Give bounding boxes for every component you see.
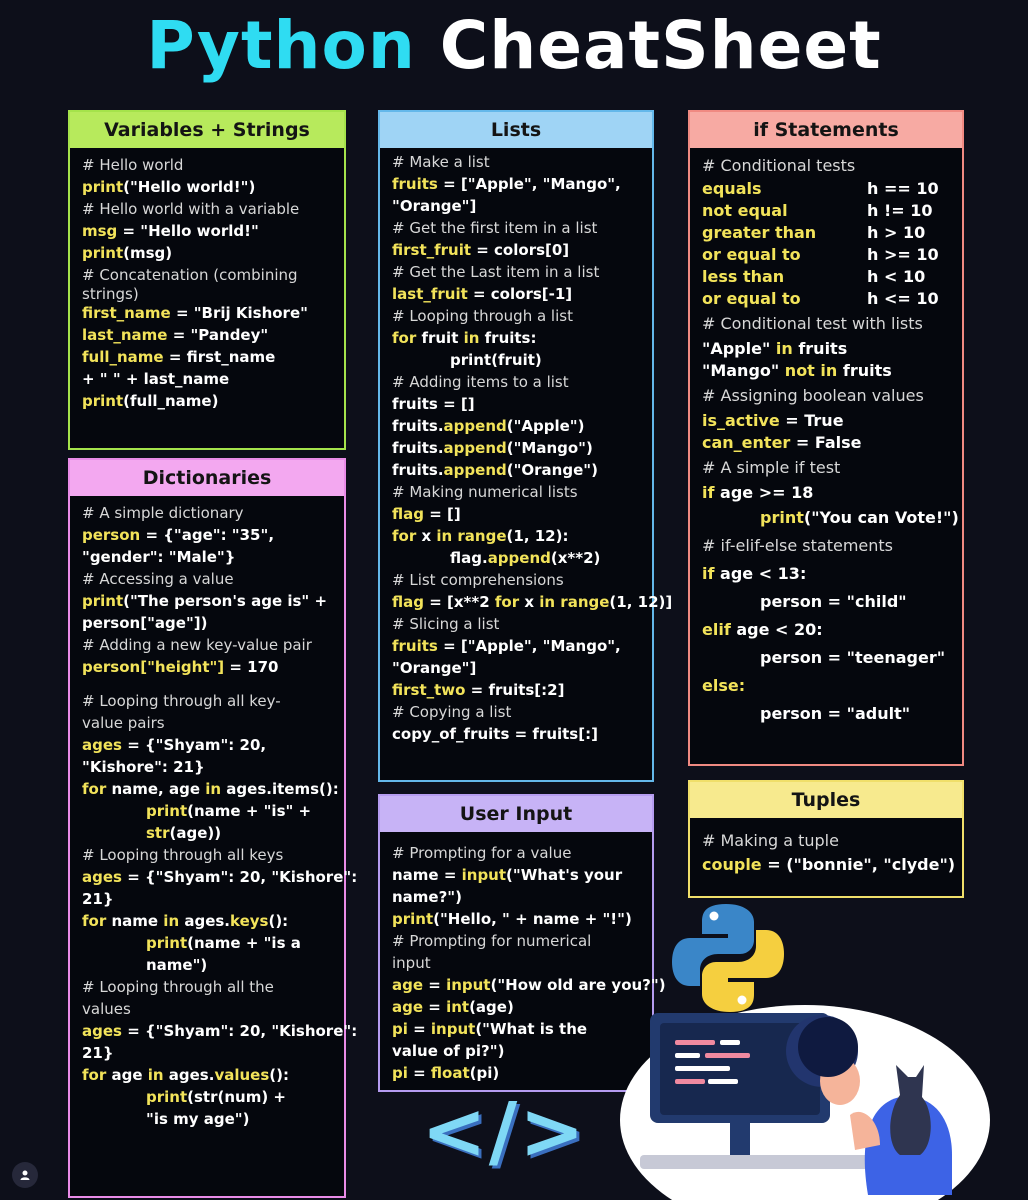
code-comment: value pairs <box>82 714 165 732</box>
code-comment: # Looping through all key- <box>82 692 281 710</box>
code-text: = colors[-1] <box>467 285 573 303</box>
code-keyword: person <box>82 526 141 544</box>
code-keyword: first_fruit <box>392 241 472 259</box>
code-text: = {"age": "35", <box>140 526 275 544</box>
code-text: = [] <box>423 505 461 523</box>
dictionaries-card <box>68 458 358 1198</box>
code-keyword: float <box>430 1064 470 1082</box>
code-keyword: input <box>430 1020 476 1038</box>
code-text: (fruit) <box>491 351 542 369</box>
code-keyword: person <box>82 658 141 676</box>
code-text: ("Orange") <box>506 461 598 479</box>
code-keyword: pi <box>392 1064 408 1082</box>
code-keyword: couple <box>702 855 762 874</box>
code-comment: # if-elif-else statements <box>702 536 893 555</box>
code-text: "Orange"] <box>392 659 477 677</box>
cond-value: h < 10 <box>867 267 926 286</box>
code-text: age < 13: <box>714 564 807 583</box>
code-keyword: input <box>446 976 491 994</box>
code-text: ("Hello, " + name + "!") <box>433 910 632 928</box>
code-text: name, age <box>106 780 206 798</box>
code-keyword: values <box>214 1066 270 1084</box>
cond-value: h > 10 <box>867 223 926 242</box>
code-text: "Orange"] <box>392 197 477 215</box>
code-text: "gender": "Male"} <box>82 548 236 566</box>
code-text: name") <box>146 956 208 974</box>
code-keyword: print <box>392 910 434 928</box>
code-comment: # Concatenation (combining <box>82 266 298 284</box>
code-text: (1, 12)] <box>609 593 673 611</box>
code-text: = {"Shyam": 20, <box>121 736 267 754</box>
code-comment: # Copying a list <box>392 703 512 721</box>
code-comment: # Making a tuple <box>702 831 839 850</box>
code-keyword: keys <box>230 912 269 930</box>
code-text: (full_name) <box>123 392 219 410</box>
card-body <box>690 818 962 880</box>
code-text: ("Apple") <box>506 417 585 435</box>
code-keyword: in <box>539 593 556 611</box>
code-comment: # Looping through a list <box>392 307 573 325</box>
code-comment: # Conditional tests <box>702 156 856 175</box>
code-text: ["age"]) <box>140 614 208 632</box>
code-text: person = "adult" <box>760 704 911 723</box>
spacer <box>82 678 334 690</box>
code-keyword: last_fruit <box>392 285 468 303</box>
code-comment: # Get the first item in a list <box>392 219 598 237</box>
code-text: ages.items(): <box>221 780 339 798</box>
code-keyword: ages <box>82 1022 122 1040</box>
code-text: (x**2) <box>550 549 601 567</box>
code-comment: # List comprehensions <box>392 571 564 589</box>
lists-card <box>378 110 673 782</box>
cond-value: h <= 10 <box>867 289 939 308</box>
code-text: 21} <box>82 890 114 908</box>
code-text: = first_name <box>163 348 276 366</box>
code-keyword: first_name <box>82 304 171 322</box>
code-keyword: in <box>463 329 480 347</box>
code-keyword: elif <box>702 620 731 639</box>
code-text: ages. <box>163 1066 215 1084</box>
code-keyword: age <box>392 998 424 1016</box>
code-keyword: age <box>392 976 424 994</box>
code-keyword: for <box>82 780 107 798</box>
cond-row <box>702 266 952 288</box>
code-text: = [] <box>437 395 475 413</box>
code-text: = <box>407 1064 431 1082</box>
code-text: "Apple" <box>702 339 776 358</box>
code-text: 21} <box>82 1044 114 1062</box>
code-text: "Mango" <box>702 361 785 380</box>
code-comment: # Adding a new key-value pair <box>82 636 312 654</box>
code-comment: # Looping through all keys <box>82 846 284 864</box>
avatar[interactable] <box>12 1162 38 1188</box>
code-comment: # Slicing a list <box>392 615 500 633</box>
code-text: fruits. <box>392 417 444 435</box>
code-keyword: int <box>446 998 470 1016</box>
cond-row <box>702 244 952 266</box>
code-text: (name + "is a <box>187 934 301 952</box>
code-comment: # Hello world <box>82 156 184 174</box>
code-text: age <box>106 1066 148 1084</box>
code-text: fruits <box>392 395 438 413</box>
code-comment: # Making numerical lists <box>392 483 578 501</box>
card-body <box>70 496 358 1134</box>
code-keyword: if <box>702 483 715 502</box>
card-heading: Tuples <box>690 782 962 818</box>
variables-strings-card <box>68 110 346 450</box>
code-keyword: else: <box>702 676 746 695</box>
code-comment: # Accessing a value <box>82 570 234 588</box>
code-keyword: fruits <box>392 175 438 193</box>
code-keyword: print <box>146 802 188 820</box>
card-body <box>690 148 962 732</box>
code-text: copy_of_fruits = fruits[:] <box>392 725 598 743</box>
code-keyword: flag <box>392 593 424 611</box>
code-keyword: pi <box>392 1020 408 1038</box>
code-text: = {"Shyam": 20, "Kishore": <box>121 868 358 886</box>
code-text: person = "child" <box>760 592 907 611</box>
code-keyword: range <box>555 593 610 611</box>
code-text: (1, 12): <box>506 527 569 545</box>
cond-value: h >= 10 <box>867 245 939 264</box>
code-text: ("What is the <box>475 1020 588 1038</box>
code-comment: # Looping through all the <box>82 978 274 996</box>
code-text: "is my age") <box>146 1110 250 1128</box>
cond-row <box>702 200 952 222</box>
code-text: (age) <box>469 998 514 1016</box>
cond-label: not equal <box>702 201 788 220</box>
code-keyword: for <box>82 1066 107 1084</box>
card-heading: Lists <box>380 112 652 148</box>
tuples-card <box>688 780 964 898</box>
code-keyword: msg <box>82 222 118 240</box>
code-text: "Kishore": 21} <box>82 758 205 776</box>
code-keyword: first_two <box>392 681 466 699</box>
code-keyword: not in <box>784 361 838 380</box>
code-comment: # Make a list <box>392 153 490 171</box>
code-text: (pi) <box>469 1064 500 1082</box>
code-text: (msg) <box>123 244 173 262</box>
code-keyword: print <box>760 508 804 527</box>
code-text: ("You can Vote!") <box>803 508 959 527</box>
code-text: person <box>82 614 141 632</box>
code-text: name?") <box>392 888 462 906</box>
code-keyword: fruits <box>392 637 438 655</box>
card-heading: if Statements <box>690 112 962 148</box>
code-comment: # A simple dictionary <box>82 504 244 522</box>
card-heading: Variables + Strings <box>70 112 344 148</box>
code-comment: values <box>82 1000 131 1018</box>
code-text: (): <box>268 912 289 930</box>
code-keyword: flag <box>392 505 424 523</box>
code-comment: # Hello world with a variable <box>82 200 300 218</box>
code-text: fruits <box>837 361 892 380</box>
code-keyword: for <box>392 527 417 545</box>
if-statements-card <box>688 110 964 766</box>
code-text: ("How old are you?") <box>490 976 666 994</box>
code-text: x <box>519 593 540 611</box>
code-text: = colors[0] <box>471 241 570 259</box>
code-comment: # Get the Last item in a list <box>392 263 600 281</box>
code-keyword: for <box>392 329 417 347</box>
code-text: ("Mango") <box>506 439 593 457</box>
code-keyword: print <box>146 934 188 952</box>
code-keyword: ["height"] <box>140 658 225 676</box>
cond-row <box>702 222 952 244</box>
cond-label: or equal to <box>702 245 801 264</box>
code-text: = ["Apple", "Mango", <box>437 175 621 193</box>
code-keyword: print <box>82 592 124 610</box>
code-text: ages. <box>179 912 231 930</box>
title-python: Python <box>146 7 416 84</box>
page-title <box>0 8 1028 84</box>
code-comment: # Assigning boolean values <box>702 386 924 405</box>
code-keyword: if <box>702 564 715 583</box>
code-text: = fruits[:2] <box>465 681 565 699</box>
code-keyword: append <box>443 439 507 457</box>
user-icon <box>19 1169 31 1181</box>
cond-value: h != 10 <box>867 201 933 220</box>
cond-label: equals <box>702 179 762 198</box>
code-keyword: is_active <box>702 411 780 430</box>
code-text: value of pi?") <box>392 1042 505 1060</box>
code-text: name <box>392 866 439 884</box>
code-text: (age)) <box>169 824 222 842</box>
code-text: = {"Shyam": 20, "Kishore": <box>121 1022 358 1040</box>
developer-illustration <box>600 985 990 1200</box>
title-cheatsheet: CheatSheet <box>439 7 882 84</box>
code-text: fruits. <box>392 461 444 479</box>
code-text: fruit <box>416 329 464 347</box>
code-keyword: ages <box>82 868 122 886</box>
code-keyword: full_name <box>82 348 164 366</box>
code-text: ("The person's age is" + <box>123 592 328 610</box>
code-keyword: in <box>163 912 180 930</box>
code-comment: input <box>392 954 431 972</box>
code-tag-icon: </> <box>421 1087 587 1177</box>
code-comment: strings) <box>82 285 139 303</box>
code-keyword: input <box>461 866 507 884</box>
code-text: = [x**2 <box>423 593 495 611</box>
card-body <box>380 148 673 749</box>
cond-label: greater than <box>702 223 817 242</box>
code-keyword: print <box>146 1088 188 1106</box>
code-keyword: in <box>147 1066 164 1084</box>
code-text: = <box>423 976 447 994</box>
code-keyword: print <box>82 244 124 262</box>
code-keyword: in <box>436 527 453 545</box>
code-text: = "Hello world!" <box>117 222 259 240</box>
code-comment: # A simple if test <box>702 458 841 477</box>
code-keyword: for <box>82 912 107 930</box>
code-text: = <box>438 866 462 884</box>
code-text: = True <box>779 411 844 430</box>
code-text: = ("bonnie", "clyde") <box>761 855 956 874</box>
code-text: age < 20: <box>730 620 823 639</box>
code-keyword: print <box>82 392 124 410</box>
code-keyword: str <box>146 824 170 842</box>
cond-label: or equal to <box>702 289 801 308</box>
code-text: (str(num) + <box>187 1088 286 1106</box>
code-text: person = "teenager" <box>760 648 946 667</box>
code-text: print <box>450 351 492 369</box>
code-text: = "Pandey" <box>167 326 269 344</box>
code-keyword: append <box>443 417 507 435</box>
code-keyword: ages <box>82 736 122 754</box>
card-body <box>70 148 344 416</box>
code-text: ("What's your <box>506 866 623 884</box>
code-text: = False <box>790 433 862 452</box>
code-keyword: append <box>443 461 507 479</box>
code-text: age >= 18 <box>714 483 814 502</box>
code-text: + " " + last_name <box>82 370 230 388</box>
code-keyword: in <box>775 339 793 358</box>
code-text: name <box>106 912 164 930</box>
code-text: fruits. <box>392 439 444 457</box>
code-text: (name + "is" + <box>187 802 312 820</box>
cond-row <box>702 178 952 200</box>
code-keyword: range <box>452 527 507 545</box>
code-keyword: in <box>205 780 222 798</box>
cond-label: less than <box>702 267 785 286</box>
code-text: = "Brij Kishore" <box>170 304 308 322</box>
code-text: (): <box>269 1066 289 1084</box>
code-text: flag. <box>450 549 488 567</box>
code-keyword: print <box>82 178 124 196</box>
code-comment: # Conditional test with lists <box>702 314 923 333</box>
code-text: x <box>416 527 437 545</box>
code-comment: # Prompting for a value <box>392 844 572 862</box>
code-keyword: can_enter <box>702 433 791 452</box>
card-heading: Dictionaries <box>70 460 344 496</box>
code-keyword: for <box>494 593 520 611</box>
cond-value: h == 10 <box>867 179 939 198</box>
code-text: fruits <box>792 339 848 358</box>
code-keyword: last_name <box>82 326 168 344</box>
card-heading: User Input <box>380 796 652 832</box>
code-text: = <box>423 998 447 1016</box>
code-text: fruits: <box>479 329 537 347</box>
code-text: = <box>407 1020 431 1038</box>
cond-row <box>702 288 952 310</box>
code-text: ("Hello world!") <box>123 178 256 196</box>
code-text: = 170 <box>224 658 279 676</box>
code-keyword: append <box>487 549 551 567</box>
code-text: = ["Apple", "Mango", <box>437 637 621 655</box>
code-comment: # Adding items to a list <box>392 373 569 391</box>
code-comment: # Prompting for numerical <box>392 932 592 950</box>
